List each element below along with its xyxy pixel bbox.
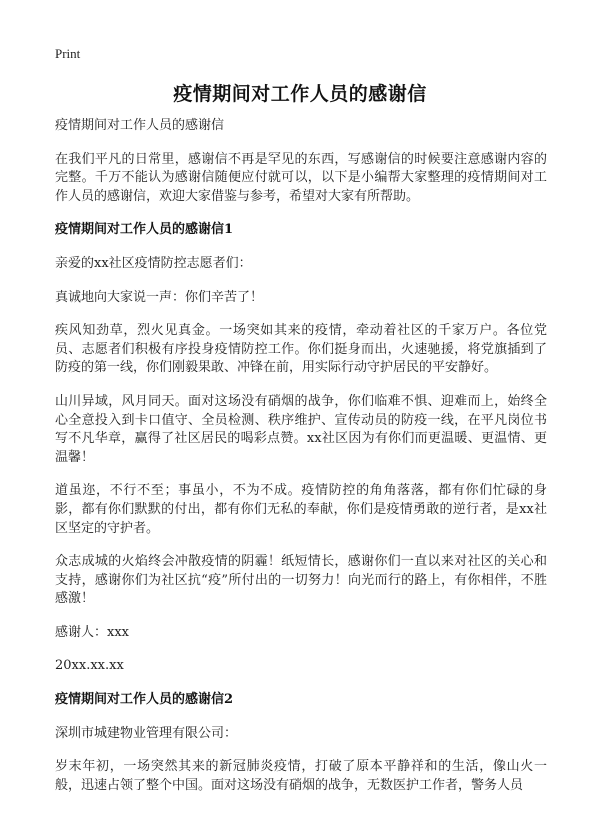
- page-title: 疫情期间对工作人员的感谢信: [173, 83, 427, 105]
- letter1-paragraph-2: 山川异域，风月同天。面对这场没有硝烟的战争，你们临难不惧、迎难而上，始终全心全意投入到卡口值守、全员检测、秩序维护、宣传动员的防疫一线，在平凡岗位书写不凡华章，赢得了社区居民的喝彩点赞。xx社区因为有你们而更温暖、更温情、更温馨！: [55, 393, 547, 465]
- letter2-salutation: 深圳市城建物业管理有限公司：: [55, 725, 238, 741]
- subtitle: 疫情期间对工作人员的感谢信: [55, 118, 225, 133]
- intro-paragraph: 在我们平凡的日常里，感谢信不再是罕见的东西，写感谢信的时候要注意感谢内容的完整。千万不能认为感谢信随便应付就可以，以下是小编帮大家整理的疫情期间对工作人员的感谢信，欢迎大家借鉴与参考，希望对大家有所帮助。: [55, 151, 547, 204]
- letter1-heading: 疫情期间对工作人员的感谢信1: [55, 222, 234, 238]
- letter1-paragraph-4: 众志成城的火焰终会冲散疫情的阴霾！纸短情长，感谢你们一直以来对社区的关心和支持，感谢你们为社区抗“疫”所付出的一切努力！向光而行的路上，有你相伴，不胜感激！: [55, 554, 547, 607]
- print-link[interactable]: Print: [55, 46, 81, 61]
- letter1-paragraph-1: 疾风知劲草，烈火见真金。一场突如其来的疫情，牵动着社区的千家万户。各位党员、志愿者们积极有序投身疫情防控工作。你们挺身而出，火速驰援，将党旗插到了防疫的第一线，你们刚毅果敢、冲锋在前，用实际行动守护居民的平安静好。: [55, 323, 547, 376]
- letter1-date: 20xx.xx.xx: [55, 658, 124, 674]
- letter2-heading: 疫情期间对工作人员的感谢信2: [55, 692, 234, 708]
- document-body: [55, 117, 547, 810]
- letter1-greeting: 真诚地向大家说一声：你们辛苦了！: [55, 289, 264, 305]
- letter2-paragraph-1: 岁末年初，一场突然其来的新冠肺炎疫情，打破了原本平静祥和的生活，像山火一般，迅速占领了整个中国。面对这场没有硝烟的战争，无数医护工作者，警务人员: [55, 759, 547, 793]
- letter1-salutation: 亲爱的xx社区疫情防控志愿者们：: [55, 255, 252, 271]
- letter1-paragraph-3: 道虽迩，不行不至；事虽小，不为不成。疫情防控的角角落落，都有你们忙碌的身影，都有你们默默的付出，都有你们无私的奉献，你们是疫情勇敢的逆行者，是xx社区坚定的守护者。: [55, 483, 547, 536]
- letter1-signer: 感谢人：xxx: [55, 624, 129, 640]
